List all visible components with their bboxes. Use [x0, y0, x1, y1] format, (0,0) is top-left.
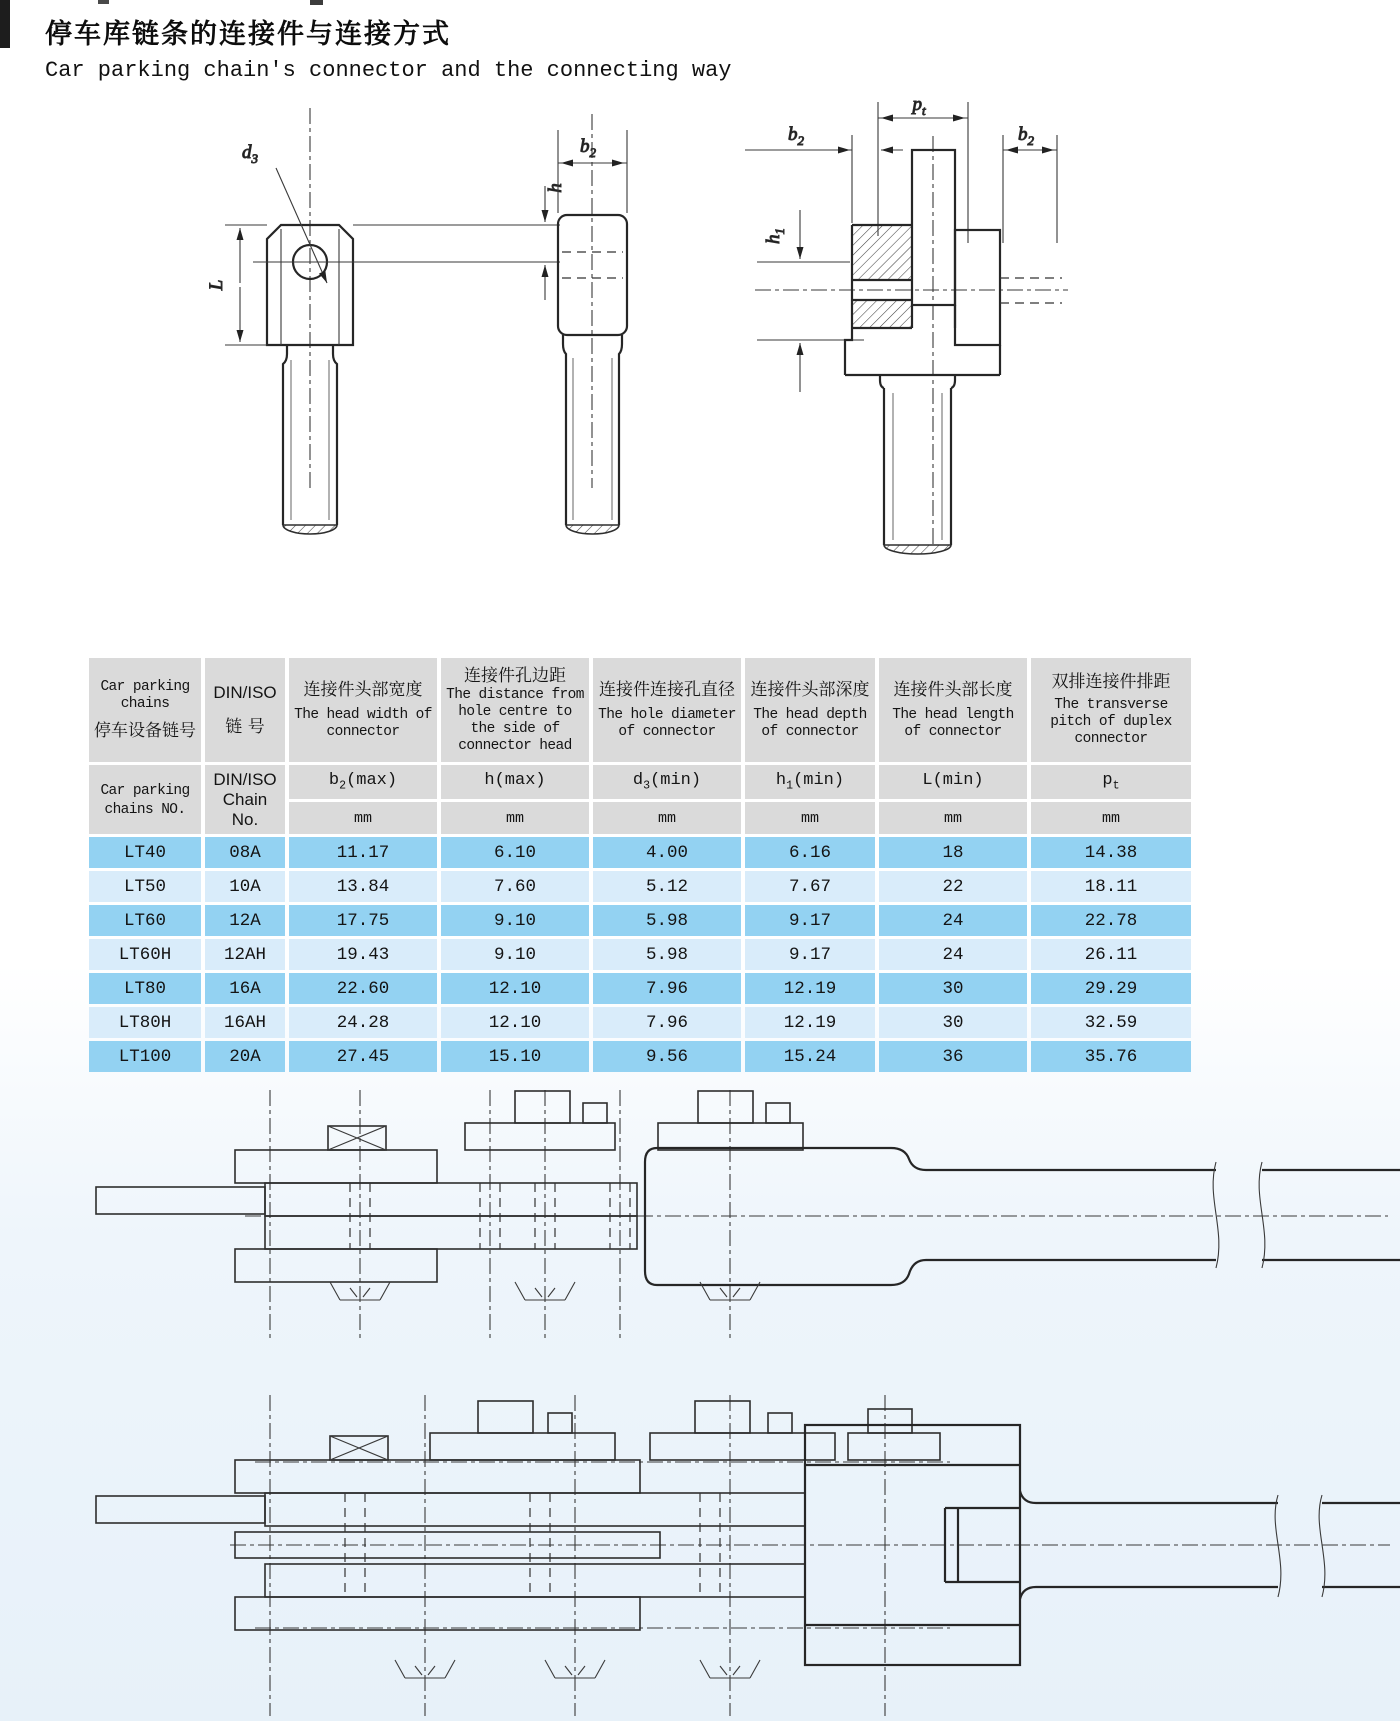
value-cell: 9.17	[745, 905, 875, 936]
value-cell: 5.12	[593, 871, 741, 902]
unit-mm: mm	[593, 802, 741, 834]
scan-corner-mark	[0, 0, 10, 48]
connector-front-view	[206, 108, 566, 534]
dim-label-d3: $d_3$	[242, 142, 258, 166]
symbol-d3-min: $d_3(\min)$	[593, 765, 741, 799]
header-din-iso-chain-no: DIN/ISO Chain No.	[205, 765, 285, 834]
chain-no-cell: 12AH	[205, 939, 285, 970]
table-row	[89, 905, 1191, 936]
dim-label-h1: $h_1$	[763, 228, 787, 244]
value-cell: 12.19	[745, 1007, 875, 1038]
value-cell: 13.84	[289, 871, 437, 902]
chain-no-cell: 20A	[205, 1041, 285, 1072]
shank-break-section	[283, 525, 337, 534]
shank-break-section	[884, 545, 951, 554]
unit-mm: mm	[745, 802, 875, 834]
castellated-tabs	[430, 1401, 940, 1460]
pin-head-mark	[328, 1126, 386, 1150]
symbol-h1-min: $h_1(\min)$	[745, 765, 875, 799]
model-cell: LT50	[89, 871, 201, 902]
header-hole-diameter: 连接件连接孔直径 The hole diameter of connector	[593, 658, 741, 762]
connector-views-drawing	[0, 88, 1400, 580]
model-cell: LT40	[89, 837, 201, 868]
value-cell: 9.17	[745, 939, 875, 970]
header-din-iso: DIN/ISO 链 号	[205, 658, 285, 762]
chain-link-plates	[96, 1150, 637, 1282]
symbol-L-min: L(min)	[879, 765, 1027, 799]
value-cell: 17.75	[289, 905, 437, 936]
value-cell: 14.38	[1031, 837, 1191, 868]
value-cell: 30	[879, 973, 1027, 1004]
unit-mm: mm	[289, 802, 437, 834]
dim-label-b2-right: $b_2$	[1018, 124, 1034, 148]
model-cell: LT60H	[89, 939, 201, 970]
pin-head-mark	[330, 1436, 388, 1460]
model-cell: LT80H	[89, 1007, 201, 1038]
value-cell: 7.67	[745, 871, 875, 902]
value-cell: 36	[879, 1041, 1027, 1072]
header-head-depth: 连接件头部深度 The head depth of connector	[745, 658, 875, 762]
table-row	[89, 871, 1191, 902]
pin-end-marks	[395, 1660, 760, 1678]
value-cell: 15.10	[441, 1041, 589, 1072]
value-cell: 9.10	[441, 905, 589, 936]
value-cell: 29.29	[1031, 973, 1191, 1004]
chain-no-cell: 08A	[205, 837, 285, 868]
title-block	[45, 12, 732, 83]
table-row	[89, 1007, 1191, 1038]
model-cell: LT60	[89, 905, 201, 936]
duplex-connector-section-view	[745, 94, 1068, 554]
value-cell: 7.60	[441, 871, 589, 902]
value-cell: 7.96	[593, 973, 741, 1004]
value-cell: 9.56	[593, 1041, 741, 1072]
symbol-pt: $p_t$	[1031, 765, 1191, 799]
sectioned-plate-upper	[853, 226, 911, 279]
rod-break-lines	[1275, 1495, 1325, 1597]
dim-label-pt: $p_t$	[912, 94, 926, 118]
value-cell: 4.00	[593, 837, 741, 868]
sectioned-plate-lower	[853, 301, 911, 327]
chain-no-cell: 12A	[205, 905, 285, 936]
value-cell: 15.24	[745, 1041, 875, 1072]
scan-artifact	[310, 0, 323, 5]
chain-no-cell: 16A	[205, 973, 285, 1004]
value-cell: 12.10	[441, 973, 589, 1004]
value-cell: 6.16	[745, 837, 875, 868]
chain-no-cell: 16AH	[205, 1007, 285, 1038]
value-cell: 11.17	[289, 837, 437, 868]
value-cell: 12.19	[745, 973, 875, 1004]
page-title-en: Car parking chain's connector and the connecting way	[45, 58, 732, 83]
value-cell: 27.45	[289, 1041, 437, 1072]
connector-side-view	[558, 114, 627, 534]
outer-plate	[955, 230, 1000, 345]
value-cell: 26.11	[1031, 939, 1191, 970]
value-cell: 24.28	[289, 1007, 437, 1038]
chain-assembly-simplex-drawing	[0, 1058, 1400, 1358]
value-cell: 5.98	[593, 939, 741, 970]
value-cell: 9.10	[441, 939, 589, 970]
page-title-zh: 停车库链条的连接件与连接方式	[45, 19, 451, 50]
dim-label-L: L	[206, 279, 227, 291]
unit-mm: mm	[1031, 802, 1191, 834]
value-cell: 5.98	[593, 905, 741, 936]
header-head-width: 连接件头部宽度 The head width of connector	[289, 658, 437, 762]
header-chains-no: Car parking chains NO.	[89, 765, 201, 834]
header-hole-edge-distance: 连接件孔边距 The distance from hole centre to the side of connector head	[441, 658, 589, 762]
scan-artifact	[98, 0, 109, 4]
header-car-parking-chains: Car parking chains 停车设备链号	[89, 658, 201, 762]
symbol-b2-max: $b_2(\max)$	[289, 765, 437, 799]
value-cell: 22	[879, 871, 1027, 902]
value-cell: 6.10	[441, 837, 589, 868]
connector-shank-duplex	[880, 375, 955, 545]
value-cell: 22.78	[1031, 905, 1191, 936]
header-head-length: 连接件头部长度 The head length of connector	[879, 658, 1027, 762]
unit-mm: mm	[879, 802, 1027, 834]
value-cell: 32.59	[1031, 1007, 1191, 1038]
rod-break-lines	[1213, 1162, 1265, 1268]
value-cell: 19.43	[289, 939, 437, 970]
table-row	[89, 837, 1191, 868]
dim-label-h: h	[545, 183, 566, 193]
chain-no-cell: 10A	[205, 871, 285, 902]
chain-assembly-duplex-drawing	[0, 1368, 1400, 1721]
value-cell: 24	[879, 905, 1027, 936]
symbol-h-max: h(max)	[441, 765, 589, 799]
model-cell: LT80	[89, 973, 201, 1004]
value-cell: 30	[879, 1007, 1027, 1038]
value-cell: 18	[879, 837, 1027, 868]
chain-connector-spec-table	[85, 655, 1195, 1075]
value-cell: 22.60	[289, 973, 437, 1004]
value-cell: 24	[879, 939, 1027, 970]
dim-label-b2-left: $b_2$	[788, 124, 804, 148]
dim-label-b2: $b_2$	[580, 136, 596, 160]
shank-break-section	[566, 525, 619, 534]
value-cell: 12.10	[441, 1007, 589, 1038]
table-row	[89, 973, 1191, 1004]
unit-mm: mm	[441, 802, 589, 834]
value-cell: 7.96	[593, 1007, 741, 1038]
value-cell: 18.11	[1031, 871, 1191, 902]
header-transverse-pitch: 双排连接件排距 The transverse pitch of duplex connector	[1031, 658, 1191, 762]
table-row	[89, 939, 1191, 970]
castellated-tabs	[465, 1091, 803, 1150]
model-cell: LT100	[89, 1041, 201, 1072]
value-cell: 35.76	[1031, 1041, 1191, 1072]
